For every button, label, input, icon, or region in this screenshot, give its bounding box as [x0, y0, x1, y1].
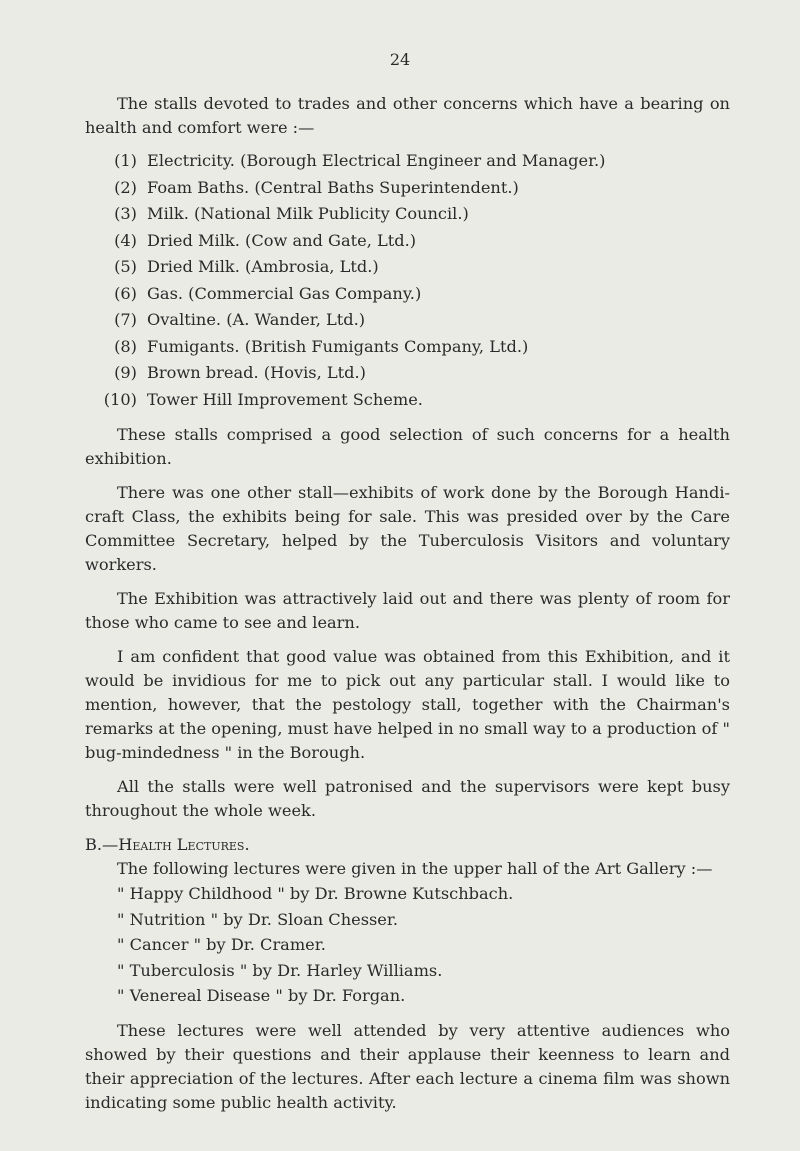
list-item	[85, 281, 730, 308]
list-item	[85, 334, 730, 361]
item-number: (1)	[114, 151, 137, 171]
item-number: (6)	[114, 283, 137, 303]
item-text: Fumigants. (British Fumigants Company, Ltd.)	[147, 336, 529, 356]
list-item	[85, 307, 730, 334]
item-number: (3)	[114, 204, 137, 224]
page-body	[85, 92, 730, 1115]
paragraph: The Exhibition was attractively laid out and there was plenty of room for those who came to see and learn.	[85, 589, 730, 632]
lectures-list	[85, 881, 730, 1009]
section-heading	[85, 833, 730, 857]
page-number: 24	[389, 50, 411, 69]
list-item	[85, 148, 730, 175]
item-text: Ovaltine. (A. Wander, Ltd.)	[147, 310, 366, 330]
lectures-intro: The following lectures were given in the upper hall of the Art Gallery :—	[117, 859, 713, 878]
lecture-item: " Nutrition " by Dr. Sloan Chesser.	[117, 909, 398, 929]
list-item	[85, 201, 730, 228]
item-number: (7)	[114, 310, 137, 330]
section-label: B.—	[85, 835, 119, 854]
lecture-item: " Tuberculosis " by Dr. Harley Williams.	[117, 960, 443, 980]
item-text: Milk. (National Milk Publicity Council.)	[147, 204, 469, 224]
lecture-item: " Venereal Disease " by Dr. Forgan.	[117, 986, 406, 1005]
paragraph: I am confident that good value was obtained from this Exhibition, and it would be invidious for me to pick out any particular stall. I would like to mention, however, that the pestology stall, together with the Chairman's remarks at the opening, must have helped in no small way to a production of " bug-mindedness " in the Borough.	[85, 647, 730, 762]
item-number: (4)	[114, 230, 137, 250]
item-number: (9)	[114, 363, 137, 383]
list-item	[85, 175, 730, 202]
lecture-item: " Cancer " by Dr. Cramer.	[117, 935, 326, 954]
item-text: Tower Hill Improvement Scheme.	[147, 389, 423, 409]
item-text: Brown bread. (Hovis, Ltd.)	[147, 363, 366, 383]
item-text: Gas. (Commercial Gas Company.)	[147, 283, 422, 303]
item-number: (8)	[114, 336, 137, 356]
item-text: Electricity. (Borough Electrical Engineer and Manager.)	[147, 151, 606, 171]
list-item	[85, 254, 730, 281]
closing-paragraph: These lectures were well attended by very attentive audiences who showed by their questions and their applause their keenness to learn and their appreciation of the lectures. After each lecture a cinema film was shown indicating some public health activity.	[85, 1020, 730, 1112]
paragraph: All the stalls were well patronised and the supervisors were kept busy throughout the whole week.	[85, 777, 730, 820]
item-text: Foam Baths. (Central Baths Superintendent.)	[147, 177, 519, 197]
list-item	[85, 360, 730, 387]
item-number: (5)	[114, 257, 137, 277]
paragraph: There was one other stall—exhibits of work done by the Borough Handi-craft Class, the exhibits being for sale. This was presided over by the Care Committee Secretary, helped by the Tuberculosis Visitors and voluntary workers.	[85, 483, 730, 574]
stalls-list	[85, 148, 730, 413]
list-item	[85, 228, 730, 255]
paragraph: These stalls comprised a good selection of such concerns for a health exhibition.	[85, 425, 730, 468]
list-item	[85, 387, 730, 414]
lecture-item: " Happy Childhood " by Dr. Browne Kutschbach.	[117, 884, 514, 903]
item-number: (10)	[103, 389, 137, 409]
item-number: (2)	[114, 177, 137, 197]
section-title: Health Lectures.	[118, 835, 250, 854]
intro-paragraph: The stalls devoted to trades and other concerns which have a bearing on health and comfort were :—	[85, 94, 730, 137]
item-text: Dried Milk. (Cow and Gate, Ltd.)	[147, 230, 417, 250]
item-text: Dried Milk. (Ambrosia, Ltd.)	[147, 257, 379, 277]
